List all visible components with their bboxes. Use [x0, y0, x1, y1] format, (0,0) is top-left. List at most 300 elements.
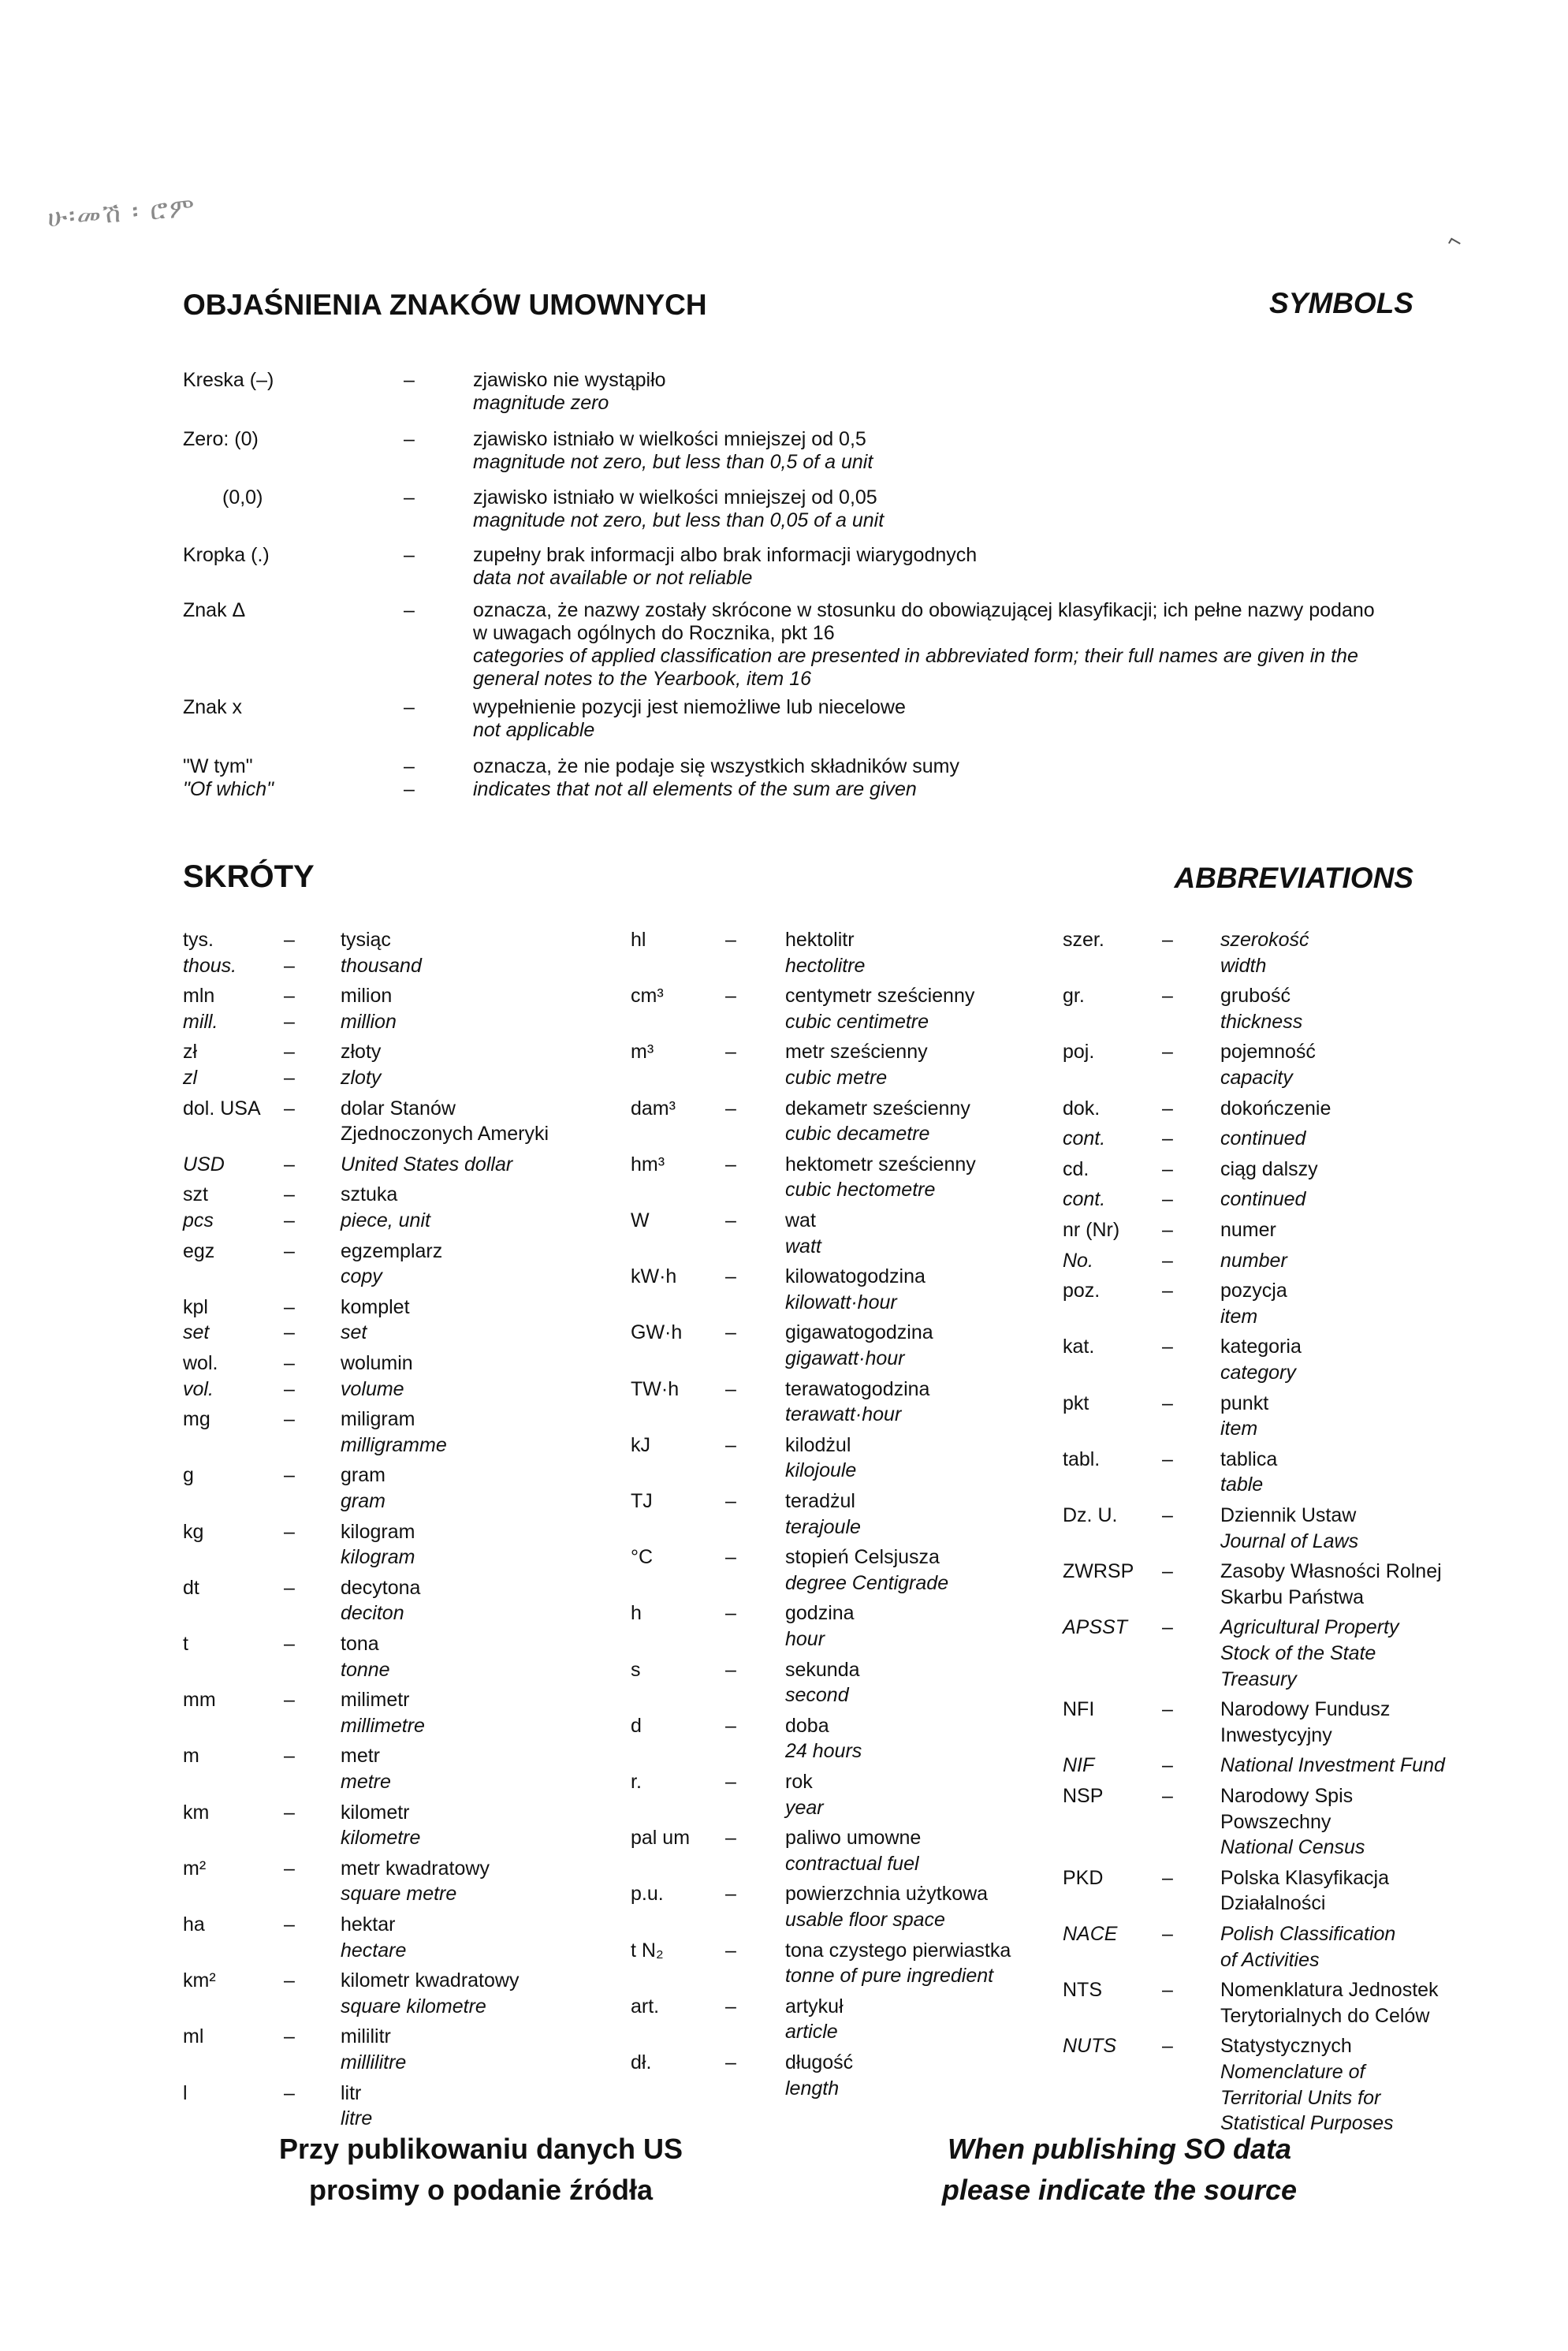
- abbreviation: m: [183, 1745, 199, 1768]
- abbreviation-dash: –: [1162, 2035, 1173, 2058]
- abbreviation-dash: –: [284, 1377, 295, 1400]
- symbol-label: Kropka (.): [183, 544, 270, 566]
- abbreviation-meaning-en: table: [1220, 1474, 1264, 1496]
- symbol-dash: –: [404, 696, 415, 718]
- abbreviation: zl: [183, 1067, 198, 1089]
- abbreviation-meaning-en: cubic centimetre: [785, 1010, 929, 1033]
- abbreviation: ha: [183, 1913, 205, 1936]
- abbreviation: kat.: [1063, 1336, 1095, 1358]
- abbreviation-meaning-pl: złoty: [341, 1041, 382, 1064]
- abbreviation-dash: –: [1162, 1616, 1173, 1639]
- abbreviation-dash: –: [284, 1689, 295, 1712]
- abbreviation-dash: –: [1162, 985, 1173, 1008]
- abbreviation-dash: –: [1162, 1923, 1173, 1945]
- symbol-description-en: not applicable: [473, 719, 595, 741]
- abbreviation: zł: [183, 1041, 198, 1064]
- abbreviation-meaning-pl: Inwestycyjny: [1220, 1723, 1332, 1746]
- abbreviation-dash: –: [1162, 1560, 1173, 1583]
- abbreviation-meaning-en: hectare: [341, 1939, 407, 1962]
- abbreviation: pkt: [1063, 1392, 1089, 1414]
- abbreviation-dash: –: [1162, 1754, 1173, 1777]
- abbreviation-meaning-en: litre: [341, 2107, 373, 2130]
- abbreviation: GW·h: [631, 1321, 683, 1344]
- symbol-description-pl: zupełny brak informacji albo brak informacji wiarygodnych: [473, 544, 978, 566]
- abbreviation-meaning-en: item: [1220, 1418, 1258, 1440]
- abbreviation-meaning-en: kilojoule: [785, 1459, 857, 1482]
- symbol-label-en: "Of which": [183, 778, 274, 800]
- abbreviation: kJ: [631, 1433, 650, 1456]
- abbreviation-dash: –: [725, 1377, 736, 1400]
- symbol-dash: –: [404, 755, 415, 777]
- symbol-label: Kreska (–): [183, 369, 274, 391]
- abbreviation-meaning-pl: gram: [341, 1464, 385, 1487]
- abbreviation-meaning-pl: Narodowy Spis: [1220, 1785, 1354, 1807]
- abbreviation-meaning-pl: metr kwadratowy: [341, 1857, 490, 1880]
- abbreviation-dash: –: [284, 1408, 295, 1431]
- abbreviation-meaning-pl: hektometr sześcienny: [785, 1153, 976, 1176]
- abbreviation-meaning-pl: milion: [341, 985, 393, 1008]
- abbreviation-meaning-en: deciton: [341, 1602, 404, 1625]
- symbol-dash: –: [404, 486, 415, 509]
- abbreviation-dash: –: [725, 1939, 736, 1962]
- footer-pl-line1: Przy publikowaniu danych US: [278, 2133, 683, 2165]
- symbol-dash: –: [404, 428, 415, 450]
- abbreviation-meaning-en: article: [785, 2021, 838, 2044]
- abbreviation-meaning-pl: doba: [785, 1714, 829, 1737]
- abbreviation-meaning-en: kilogram: [341, 1546, 415, 1569]
- symbol-description-en: magnitude not zero, but less than 0,05 of a unit: [473, 509, 885, 531]
- abbreviation-dash: –: [1162, 1041, 1173, 1064]
- abbreviation-meaning-pl: paliwo umowne: [785, 1827, 922, 1850]
- abbreviation-meaning-pl: Nomenklatura Jednostek: [1220, 1979, 1439, 2002]
- abbreviation-dash: –: [284, 1857, 295, 1880]
- abbreviation: APSST: [1063, 1616, 1127, 1639]
- abbreviation-meaning-pl: tona: [341, 1633, 379, 1655]
- abbreviation-dash: –: [1162, 1698, 1173, 1721]
- abbreviation: cont.: [1063, 1127, 1106, 1150]
- abbreviation-meaning-pl: tona czystego pierwiastka: [785, 1939, 1011, 1962]
- abbreviation: dł.: [631, 2051, 652, 2073]
- symbols-title-pl: OBJAŚNIENIA ZNAKÓW UMOWNYCH: [183, 289, 707, 321]
- abbreviation-meaning-en: width: [1220, 954, 1267, 977]
- abbreviation-dash: –: [284, 954, 295, 977]
- abbreviation-dash: –: [1162, 929, 1173, 951]
- footer-note-pl: [260, 2129, 702, 2211]
- abbreviation-meaning-en: cubic decametre: [785, 1123, 930, 1146]
- abbreviation-meaning-en: Stock of the State: [1220, 1642, 1376, 1664]
- abbreviation-meaning-pl: artykuł: [785, 1995, 844, 2018]
- abbreviation: nr (Nr): [1063, 1219, 1120, 1241]
- abbreviation-meaning-pl: teradżul: [785, 1490, 855, 1512]
- abbreviation: km²: [183, 1969, 216, 1992]
- abbreviation-meaning-pl: wolumin: [341, 1352, 413, 1374]
- abbreviation-dash: –: [284, 1321, 295, 1344]
- abbreviation-meaning-en: cubic hectometre: [785, 1179, 936, 1202]
- abbreviation-dash: –: [284, 1633, 295, 1655]
- abbreviation: t N₂: [631, 1939, 664, 1962]
- abbreviation-dash: –: [1162, 1127, 1173, 1150]
- abbreviation-dash: –: [284, 1801, 295, 1824]
- abbreviation-meaning-en: szerokość: [1220, 929, 1309, 951]
- abbreviation-dash: –: [725, 1097, 736, 1120]
- abbreviation: p.u.: [631, 1883, 664, 1906]
- abbreviation-dash: –: [284, 1010, 295, 1033]
- abbreviation-meaning-en: Territorial Units for: [1220, 2086, 1381, 2109]
- abbreviation: kpl: [183, 1295, 208, 1318]
- abbreviation-meaning-pl: dekametr sześcienny: [785, 1097, 970, 1120]
- abbreviation-meaning-en: kilowatt·hour: [785, 1291, 897, 1313]
- abbreviation-dash: –: [284, 1209, 295, 1231]
- abbreviation-meaning-pl: Narodowy Fundusz: [1220, 1698, 1391, 1721]
- abbreviation: dt: [183, 1576, 199, 1599]
- abbreviation: NSP: [1063, 1785, 1104, 1807]
- abbreviation-dash: –: [725, 929, 736, 951]
- abbreviation-meaning-en: contractual fuel: [785, 1852, 919, 1875]
- abbreviation-meaning-pl: terawatogodzina: [785, 1377, 930, 1400]
- abbreviation-dash: –: [725, 1041, 736, 1064]
- abbreviation-dash: –: [284, 1464, 295, 1487]
- abbreviation-meaning-en: item: [1220, 1305, 1258, 1328]
- abbreviation-meaning-en: Polish Classification: [1220, 1923, 1396, 1945]
- footer-pl-line2: prosimy o podanie źródła: [308, 2174, 654, 2206]
- abbreviation-meaning-en: number: [1220, 1249, 1287, 1272]
- abbreviation-meaning-en: National Investment Fund: [1220, 1754, 1445, 1777]
- abbreviation: mg: [183, 1408, 210, 1431]
- abbreviation-meaning-pl: kilowatogodzina: [785, 1265, 926, 1288]
- abbreviation-meaning-pl: egzemplarz: [341, 1239, 443, 1262]
- symbol-label: "W tym": [183, 755, 253, 777]
- footer-en-line2: please indicate the source: [941, 2174, 1298, 2206]
- abbreviation: pal um: [631, 1827, 691, 1850]
- abbreviation: gr.: [1063, 985, 1085, 1008]
- abbreviation: cont.: [1063, 1188, 1106, 1211]
- abbreviation-meaning-en: tonne of pure ingredient: [785, 1965, 994, 1988]
- abbreviation-dash: –: [284, 985, 295, 1008]
- abbreviation-meaning-en: length: [785, 2077, 840, 2100]
- abbreviation-meaning-pl: Dziennik Ustaw: [1220, 1504, 1357, 1526]
- abbreviation-meaning-pl: hektolitr: [785, 929, 855, 951]
- abbreviation-dash: –: [725, 1490, 736, 1512]
- abbreviation-meaning-pl: ciąg dalszy: [1220, 1157, 1318, 1180]
- abbreviation-meaning-pl: Zasoby Własności Rolnej: [1220, 1560, 1442, 1583]
- abbreviation-meaning-pl: wat: [785, 1209, 816, 1231]
- abbreviation-meaning-en: gigawatt·hour: [785, 1347, 905, 1369]
- abbreviation: NFI: [1063, 1698, 1095, 1721]
- abbreviation-meaning-en: copy: [341, 1265, 382, 1288]
- abbreviation-meaning-en: metre: [341, 1771, 391, 1793]
- abbreviation-meaning-en: watt: [785, 1235, 821, 1257]
- abbreviation-meaning-en: of Activities: [1220, 1948, 1320, 1971]
- abbreviation-meaning-pl: metr sześcienny: [785, 1041, 928, 1064]
- abbreviation: km: [183, 1801, 210, 1824]
- symbol-label: Znak Δ: [183, 599, 246, 621]
- abbreviation-dash: –: [725, 1546, 736, 1569]
- abbreviation: s: [631, 1658, 641, 1681]
- abbreviation-meaning-en: millimetre: [341, 1714, 425, 1737]
- abbreviation-meaning-pl: długość: [785, 2051, 854, 2073]
- abbreviations-title-pl: SKRÓTY: [183, 859, 315, 894]
- abbreviation-meaning-en: Nomenclature of: [1220, 2061, 1365, 2083]
- abbreviation-meaning-pl: kategoria: [1220, 1336, 1302, 1358]
- abbreviation-meaning-pl: komplet: [341, 1295, 410, 1318]
- abbreviation-meaning-pl: dolar Stanów: [341, 1097, 456, 1120]
- symbol-description-en: categories of applied classification are presented in abbreviated form; their full names are given in the: [473, 645, 1358, 667]
- handwritten-note: ሁ፡መሽ ፡ ሮም: [46, 192, 197, 234]
- abbreviation: cm³: [631, 985, 664, 1008]
- abbreviation: NIF: [1063, 1754, 1095, 1777]
- abbreviation-dash: –: [1162, 1157, 1173, 1180]
- abbreviation-dash: –: [725, 1433, 736, 1456]
- abbreviation-meaning-pl: milimetr: [341, 1689, 410, 1712]
- abbreviation-dash: –: [284, 1295, 295, 1318]
- abbreviation-dash: –: [725, 1209, 736, 1231]
- abbreviation: t: [183, 1633, 188, 1655]
- abbreviation-dash: –: [284, 1153, 295, 1176]
- abbreviation: cd.: [1063, 1157, 1089, 1180]
- abbreviation: W: [631, 1209, 650, 1231]
- abbreviation: tabl.: [1063, 1447, 1101, 1470]
- abbreviation-meaning-pl: grubość: [1220, 985, 1291, 1008]
- abbreviation-meaning-en: thickness: [1220, 1010, 1303, 1033]
- abbreviation: szer.: [1063, 929, 1104, 951]
- abbreviation: TW·h: [631, 1377, 680, 1400]
- symbol-label: Zero: (0): [183, 428, 259, 450]
- abbreviation-dash: –: [1162, 1097, 1173, 1120]
- abbreviation-meaning-pl: kilometr kwadratowy: [341, 1969, 520, 1992]
- abbreviation-dash: –: [284, 1913, 295, 1936]
- footer-note-en: [899, 2129, 1340, 2211]
- abbreviation: set: [183, 1321, 210, 1344]
- abbreviation: Dz. U.: [1063, 1504, 1118, 1526]
- abbreviation: mln: [183, 985, 215, 1008]
- abbreviation-meaning-en: Agricultural Property: [1220, 1616, 1399, 1639]
- abbreviation-meaning-pl: Polska Klasyfikacja: [1220, 1866, 1389, 1889]
- symbol-description-en: data not available or not reliable: [473, 567, 753, 589]
- abbreviation-meaning-pl: tablica: [1220, 1447, 1278, 1470]
- abbreviation-dash: –: [284, 2081, 295, 2104]
- abbreviation: m³: [631, 1041, 654, 1064]
- abbreviation-meaning-pl: kilodżul: [785, 1433, 851, 1456]
- abbreviation-dash: –: [284, 1097, 295, 1120]
- abbreviation: g: [183, 1464, 194, 1487]
- abbreviation-meaning-en: year: [785, 1796, 824, 1819]
- abbreviation-dash: –: [1162, 1336, 1173, 1358]
- abbreviation-dash: –: [725, 1265, 736, 1288]
- abbreviation-dash: –: [284, 2025, 295, 2048]
- abbreviation-meaning-pl: decytona: [341, 1576, 421, 1599]
- abbreviation-dash: –: [1162, 1249, 1173, 1272]
- abbreviation-meaning-en: gram: [341, 1490, 385, 1512]
- abbreviation: thous.: [183, 954, 237, 977]
- symbols-title-en: SYMBOLS: [1269, 287, 1413, 319]
- abbreviation-meaning-pl: powierzchnia użytkowa: [785, 1883, 989, 1906]
- abbreviation: ZWRSP: [1063, 1560, 1134, 1583]
- abbreviation-dash: –: [284, 1239, 295, 1262]
- abbreviation: TJ: [631, 1490, 653, 1512]
- abbreviation-dash: –: [725, 1771, 736, 1793]
- abbreviation-dash: –: [1162, 1392, 1173, 1414]
- abbreviation-meaning-pl: rok: [785, 1771, 813, 1793]
- abbreviation-meaning-pl: sztuka: [341, 1183, 398, 1206]
- symbol-description-pl: w uwagach ogólnych do Rocznika, pkt 16: [473, 622, 835, 644]
- symbol-dash: –: [404, 369, 415, 391]
- abbreviation: szt: [183, 1183, 208, 1206]
- symbol-dash: –: [404, 778, 415, 800]
- abbreviation-dash: –: [284, 929, 295, 951]
- abbreviation: m²: [183, 1857, 207, 1880]
- abbreviation-meaning-pl: godzina: [785, 1602, 855, 1625]
- abbreviation-meaning-pl: hektar: [341, 1913, 396, 1936]
- abbreviation-dash: –: [284, 1576, 295, 1599]
- abbreviation-meaning-pl: punkt: [1220, 1392, 1269, 1414]
- abbreviation-meaning-en: United States dollar: [341, 1153, 513, 1176]
- abbreviation-meaning-en: volume: [341, 1377, 404, 1400]
- symbol-description-pl: oznacza, że nazwy zostały skrócone w stosunku do obowiązującej klasyfikacji; ich pełne nazwy podano: [473, 599, 1375, 621]
- abbreviation: pcs: [183, 1209, 214, 1231]
- abbreviation-meaning-en: square kilometre: [341, 1995, 486, 2018]
- abbreviation: PKD: [1063, 1866, 1104, 1889]
- abbreviation-dash: –: [1162, 1280, 1173, 1302]
- symbol-dash: –: [404, 599, 415, 621]
- abbreviation-dash: –: [725, 1714, 736, 1737]
- abbreviation-meaning-en: category: [1220, 1362, 1296, 1384]
- abbreviation-meaning-en: Treasury: [1220, 1667, 1297, 1690]
- abbreviation: poz.: [1063, 1280, 1101, 1302]
- abbreviation-meaning-en: continued: [1220, 1127, 1306, 1150]
- symbol-description-pl: zjawisko istniało w wielkości mniejszej od 0,5: [473, 428, 866, 450]
- abbreviation-dash: –: [725, 1883, 736, 1906]
- abbreviation: dol. USA: [183, 1097, 261, 1120]
- abbreviation-meaning-en: milligramme: [341, 1433, 447, 1456]
- abbreviation-meaning-pl: kilometr: [341, 1801, 410, 1824]
- abbreviation-meaning-en: cubic metre: [785, 1067, 888, 1089]
- abbreviation: wol.: [183, 1352, 218, 1374]
- abbreviation-meaning-pl: Terytorialnych do Celów: [1220, 2004, 1430, 2027]
- abbreviation-dash: –: [284, 1183, 295, 1206]
- abbreviation-dash: –: [725, 1658, 736, 1681]
- abbreviation-meaning-pl: stopień Celsjusza: [785, 1546, 940, 1569]
- abbreviation-meaning-pl: centymetr sześcienny: [785, 985, 975, 1008]
- symbol-label: Znak x: [183, 696, 243, 718]
- abbreviation-dash: –: [284, 1067, 295, 1089]
- abbreviation-dash: –: [725, 1153, 736, 1176]
- abbreviation-dash: –: [1162, 1504, 1173, 1526]
- abbreviation: dam³: [631, 1097, 676, 1120]
- abbreviation: kg: [183, 1520, 204, 1543]
- abbreviation-meaning-en: terawatt·hour: [785, 1403, 902, 1426]
- abbreviation: vol.: [183, 1377, 214, 1400]
- abbreviation-meaning-pl: dokończenie: [1220, 1097, 1331, 1120]
- abbreviation-meaning-pl: sekunda: [785, 1658, 860, 1681]
- abbreviation-dash: –: [725, 1321, 736, 1344]
- abbreviation-meaning-pl: Statystycznych: [1220, 2035, 1352, 2058]
- abbreviation-meaning-pl: kilogram: [341, 1520, 415, 1543]
- symbol-description-pl: oznacza, że nie podaje się wszystkich składników sumy: [473, 755, 959, 777]
- abbreviation: ml: [183, 2025, 204, 2048]
- symbol-description-en: indicates that not all elements of the sum are given: [473, 778, 917, 800]
- abbreviation-meaning-en: tonne: [341, 1658, 390, 1681]
- abbreviation-meaning-en: hectolitre: [785, 954, 866, 977]
- abbreviation-dash: –: [284, 1041, 295, 1064]
- abbreviation: h: [631, 1602, 642, 1625]
- symbol-description-en: general notes to the Yearbook, item 16: [473, 668, 812, 690]
- abbreviation-meaning-pl: Zjednoczonych Ameryki: [341, 1123, 549, 1146]
- abbreviation-dash: –: [725, 1602, 736, 1625]
- abbreviation: NUTS: [1063, 2035, 1117, 2058]
- abbreviation-meaning-pl: pozycja: [1220, 1280, 1287, 1302]
- abbreviation: d: [631, 1714, 642, 1737]
- symbol-description-pl: zjawisko istniało w wielkości mniejszej od 0,05: [473, 486, 877, 509]
- abbreviation-dash: –: [1162, 1219, 1173, 1241]
- abbreviation-meaning-en: capacity: [1220, 1067, 1293, 1089]
- abbreviation-dash: –: [1162, 1785, 1173, 1807]
- abbreviation-meaning-en: kilometre: [341, 1827, 421, 1850]
- abbreviation-dash: –: [284, 1520, 295, 1543]
- abbreviation-meaning-en: thousand: [341, 954, 422, 977]
- symbol-dash: –: [404, 544, 415, 566]
- abbreviation: poj.: [1063, 1041, 1095, 1064]
- abbreviation-meaning-pl: mililitr: [341, 2025, 391, 2048]
- abbreviation-meaning-en: National Census: [1220, 1836, 1365, 1859]
- abbreviation: No.: [1063, 1249, 1093, 1272]
- abbreviation-meaning-en: set: [341, 1321, 367, 1344]
- abbreviation-dash: –: [1162, 1866, 1173, 1889]
- symbol-description-en: magnitude zero: [473, 392, 609, 414]
- abbreviation: mill.: [183, 1010, 218, 1033]
- abbreviation-dash: –: [1162, 1447, 1173, 1470]
- abbreviation: °C: [631, 1546, 654, 1569]
- abbreviation-meaning-en: millilitre: [341, 2051, 407, 2073]
- abbreviation-dash: –: [725, 1995, 736, 2018]
- abbreviation-dash: –: [1162, 1979, 1173, 2002]
- abbreviation-meaning-en: square metre: [341, 1883, 457, 1906]
- symbol-description-pl: wypełnienie pozycji jest niemożliwe lub niecelowe: [473, 696, 906, 718]
- abbreviation: USD: [183, 1153, 225, 1176]
- symbol-label: (0,0): [222, 486, 263, 509]
- abbreviation: kW·h: [631, 1265, 677, 1288]
- abbreviation-meaning-en: million: [341, 1010, 397, 1033]
- abbreviation: hl: [631, 929, 646, 951]
- abbreviation-meaning-en: second: [785, 1684, 849, 1707]
- abbreviation-meaning-pl: Działalności: [1220, 1892, 1326, 1915]
- abbreviation-meaning-en: zloty: [341, 1067, 382, 1089]
- abbreviation-dash: –: [284, 1745, 295, 1768]
- abbreviation-meaning-en: terajoule: [785, 1515, 861, 1538]
- symbol-description-en: magnitude not zero, but less than 0,5 of a unit: [473, 451, 873, 473]
- abbreviation: r.: [631, 1771, 642, 1793]
- abbreviation-dash: –: [1162, 1188, 1173, 1211]
- abbreviation-dash: –: [284, 1352, 295, 1374]
- abbreviation-meaning-pl: Skarbu Państwa: [1220, 1585, 1365, 1608]
- footer-en-line1: When publishing SO data: [948, 2133, 1291, 2165]
- pen-mark: ⌐: [1443, 227, 1468, 255]
- abbreviation: tys.: [183, 929, 214, 951]
- abbreviation-dash: –: [725, 2051, 736, 2073]
- abbreviation-meaning-pl: numer: [1220, 1219, 1276, 1241]
- abbreviation-dash: –: [725, 1827, 736, 1850]
- abbreviations-title-en: ABBREVIATIONS: [1174, 862, 1413, 894]
- abbreviation-meaning-en: Statistical Purposes: [1220, 2112, 1394, 2135]
- abbreviation-dash: –: [725, 985, 736, 1008]
- abbreviation-meaning-pl: litr: [341, 2081, 362, 2104]
- abbreviation-meaning-en: continued: [1220, 1188, 1306, 1211]
- abbreviation-meaning-pl: tysiąc: [341, 929, 391, 951]
- symbol-description-pl: zjawisko nie wystąpiło: [473, 369, 666, 391]
- abbreviation-meaning-pl: miligram: [341, 1408, 415, 1431]
- abbreviation: dok.: [1063, 1097, 1101, 1120]
- abbreviation: l: [183, 2081, 188, 2104]
- abbreviation-meaning-pl: gigawatogodzina: [785, 1321, 933, 1344]
